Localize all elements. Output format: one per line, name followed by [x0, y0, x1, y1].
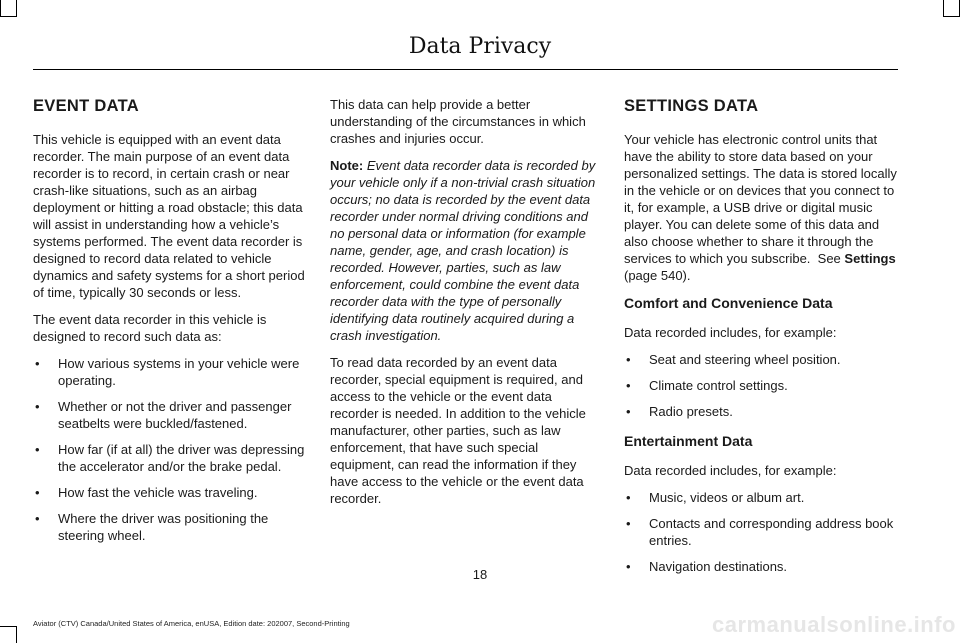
column-event-data-continued	[330, 96, 602, 517]
paragraph: To read data recorded by an event data recorder, special equipment is required, and access to the vehicle or the event data recorder is needed. In addition to the vehicle manufacturer, other parties, such as law enforcement, that have such special equipment, can read the information if they have access to the vehicle or the event data recorder.	[330, 355, 586, 506]
watermark: carmanualsonline.info	[712, 612, 956, 637]
note-text: Event data recorder data is recorded by your vehicle only if a non-trivial crash situation occurs; no data is recorded by the event data recorder under normal driving conditions and no personal data or information (for example name, gender, age, and crash location) is recorded. However, parties, such as law enforcement, could combine the event data recorder data with the type of personally identifying data routinely acquired during a crash investigation.	[330, 158, 596, 343]
paragraph: This data can help provide a better understanding of the circumstances in which crashes and injuries occur.	[330, 97, 586, 146]
crop-mark	[16, 0, 17, 17]
crop-mark	[0, 626, 17, 627]
section-heading-event-data: EVENT DATA	[33, 97, 139, 115]
list-item: • Where the driver was positioning the steering wheel.	[33, 510, 305, 544]
crop-mark	[943, 16, 960, 17]
page-number: 18	[472, 567, 488, 582]
paragraph: Data recorded includes, for example:	[624, 463, 837, 478]
page-title: Data Privacy	[408, 34, 552, 59]
crop-mark	[0, 16, 17, 17]
list-item: • Navigation destinations.	[624, 558, 898, 575]
paragraph: The event data recorder in this vehicle is designed to record such data as:	[33, 312, 267, 344]
bullet-list	[624, 351, 898, 420]
list-item: • Whether or not the driver and passenger seatbelts were buckled/fastened.	[33, 398, 305, 432]
list-item: • How fast the vehicle was traveling.	[33, 484, 305, 501]
list-item: • Radio presets.	[624, 403, 898, 420]
crop-mark	[0, 0, 1, 17]
list-item: • How various systems in your vehicle were operating.	[33, 355, 305, 389]
crop-mark	[16, 626, 17, 643]
list-item: • How far (if at all) the driver was depressing the accelerator and/or the brake pedal.	[33, 441, 305, 475]
list-item: • Contacts and corresponding address book entries.	[624, 515, 898, 549]
footer-edition-info: Aviator (CTV) Canada/United States of America, enUSA, Edition date: 202007, Second-Printing	[33, 619, 350, 628]
bullet-list	[33, 355, 305, 544]
note	[330, 157, 602, 344]
see-prefix: See	[817, 251, 841, 266]
list-item: • Climate control settings.	[624, 377, 898, 394]
header-rule	[33, 69, 898, 70]
crop-mark	[943, 0, 944, 17]
subheading-comfort: Comfort and Convenience Data	[624, 295, 833, 311]
list-item: • Music, videos or album art.	[624, 489, 898, 506]
paragraph-text: Your vehicle has electronic control units that have the ability to store data based on your personalized settings. The data is stored locally in the vehicle or on devices that you connect to it, for example, a USB drive or digital music player. You can delete some of this data and also choose whether to share it through the services to which you subscribe.	[624, 132, 897, 266]
column-event-data	[33, 96, 305, 556]
page-reference: (page 540).	[624, 268, 691, 283]
paragraph	[624, 131, 898, 284]
bullet-list	[624, 489, 898, 575]
column-settings-data	[624, 96, 898, 587]
subheading-entertainment: Entertainment Data	[624, 433, 753, 449]
paragraph: Data recorded includes, for example:	[624, 325, 837, 340]
list-item: • Seat and steering wheel position.	[624, 351, 898, 368]
section-heading-settings-data: SETTINGS DATA	[624, 97, 759, 115]
note-label: Note:	[330, 158, 364, 173]
settings-link[interactable]: Settings	[844, 251, 896, 266]
paragraph: This vehicle is equipped with an event data recorder. The main purpose of an event data recorder is to record, in certain crash or near crash-like situations, such as an airbag deployment or hitting a road obstacle; this data will assist in understanding how a vehicle’s systems performed. The event data recorder is designed to record data related to vehicle dynamics and safety systems for a short period of time, typically 30 seconds or less.	[33, 132, 305, 300]
